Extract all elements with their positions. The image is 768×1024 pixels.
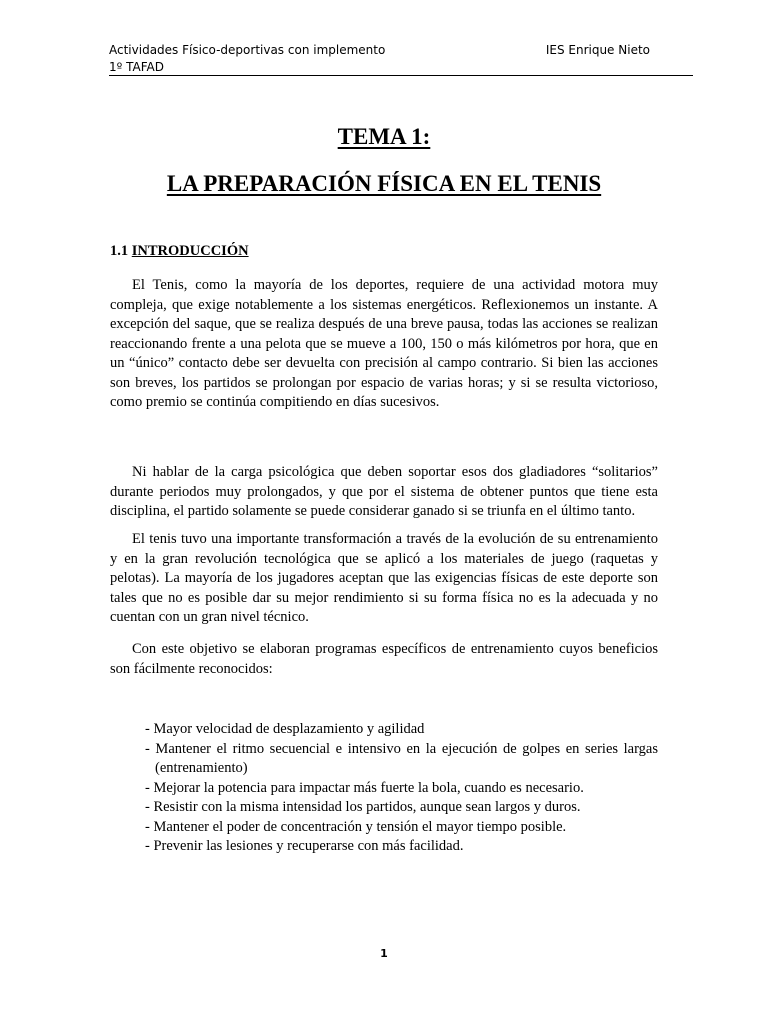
paragraph-objective: Con este objetivo se elaboran programas específicos de entrenamiento cuyos beneficios son fácilmente reconocidos: (110, 641, 658, 677)
paragraph-psychological-load: Ni hablar de la carga psicológica que deben soportar esos dos gladiadores “solitarios” durante periodos muy prolongados, y que por el sistema de obtener puntos que tiene esta disciplina, el partido solamente se puede considerar ganado si se triunfa en el último tanto. (110, 464, 658, 519)
page-header (109, 42, 693, 76)
paragraph-transformation: El tenis tuvo una importante transformación a través de la evolución de su entrenamiento y en la gran revolución tecnológica que se aplicó a los materiales de juego (raquetas y pelotas). La mayoría de los jugadores aceptan que las exigencias físicas de este deporte son tales que no es posible dar su mejor rendimiento si su forma física no es la adecuada y no cuentan con un gran nivel técnico. (110, 531, 658, 625)
list-item: - Resistir con la misma intensidad los partidos, aunque sean largos y duros. (145, 799, 581, 815)
section-title: INTRODUCCIÓN (131, 243, 249, 259)
document-title-topic: TEMA 1: (337, 124, 431, 149)
benefits-list (145, 720, 658, 857)
header-course-title: Actividades Físico-deportivas con implemento (109, 43, 386, 57)
list-item: - Mayor velocidad de desplazamiento y agilidad (145, 721, 425, 737)
header-school-name: IES Enrique Nieto (545, 43, 650, 57)
document-title-main: LA PREPARACIÓN FÍSICA EN EL TENIS (166, 171, 602, 196)
page-number: 1 (380, 947, 388, 960)
list-item: - Mejorar la potencia para impactar más fuerte la bola, cuando es necesario. (145, 779, 584, 796)
header-divider (109, 75, 693, 76)
list-item: - Prevenir las lesiones y recuperarse con más facilidad. (145, 838, 464, 854)
list-item: - Mantener el poder de concentración y tensión el mayor tiempo posible. (145, 818, 567, 835)
list-item: - Mantener el ritmo secuencial e intensivo en la ejecución de golpes en series largas (entrenamiento) (145, 740, 658, 776)
header-course-level: 1º TAFAD (109, 60, 164, 74)
paragraph-intro: El Tenis, como la mayoría de los deportes, requiere de una actividad motora muy compleja, que exige notablemente a los sistemas energéticos. Reflexionemos un instante. A excepción del saque, que se realiza después de una breve pausa, todas las acciones se realizan reaccionando frente a una pelota que se mueve a 100, 150 o más kilómetros por hora, que en un “único” contacto debe ser devuelta con precisión al campo contrario. Si bien las acciones son breves, los partidos se prolongan por espacio de varias horas; y si se resulta victorioso, como premio se continúa compitiendo en días sucesivos. (110, 277, 658, 410)
section-heading (110, 243, 249, 260)
section-number: 1.1 (110, 243, 129, 259)
